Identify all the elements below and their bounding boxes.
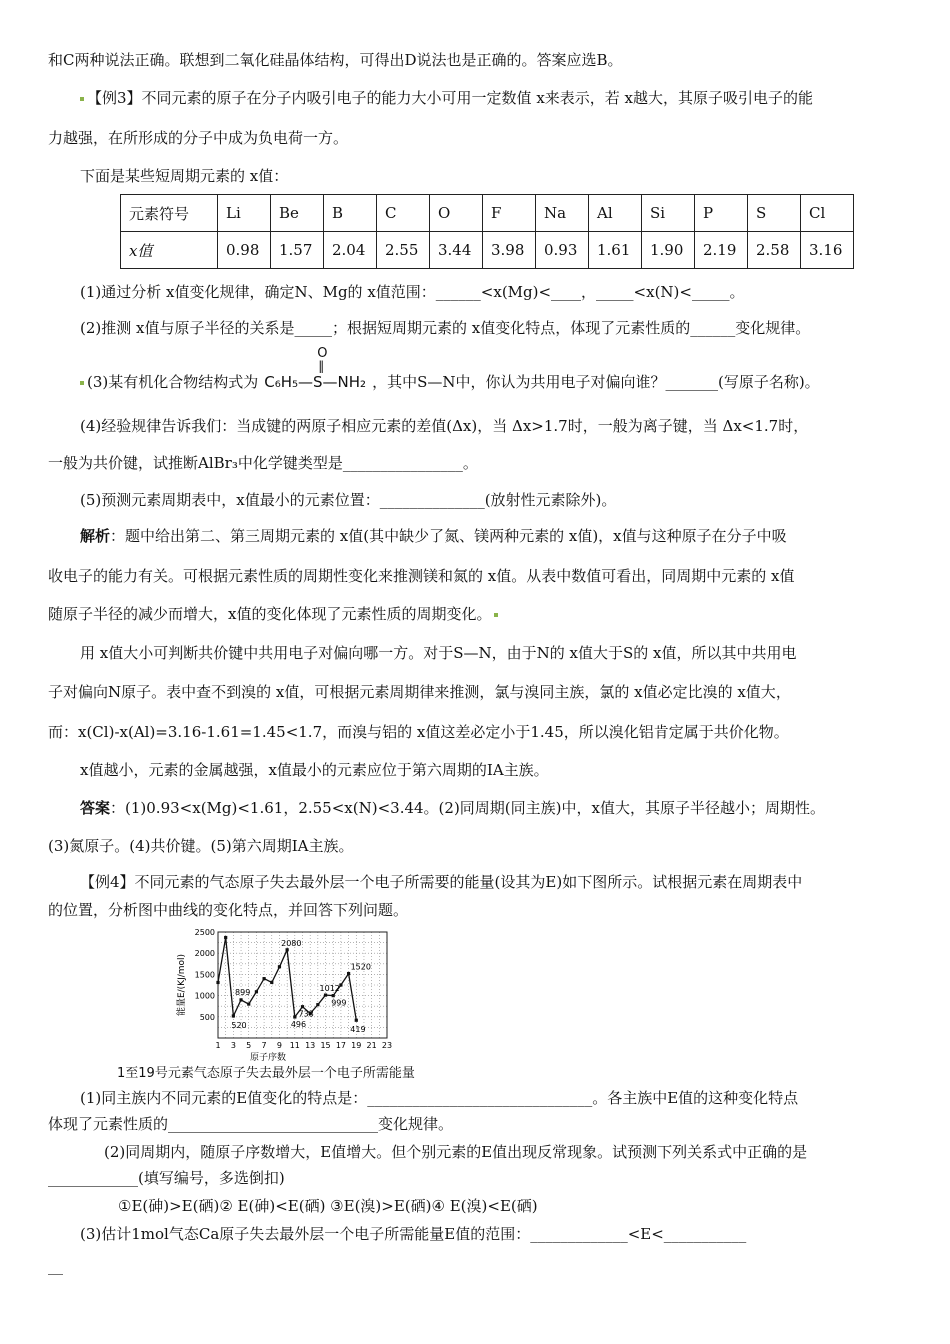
x-value-cell: 1.57 [271,232,324,269]
element-symbol-cell: P [695,195,748,232]
x-tick-label: 13 [305,1041,316,1050]
text-span: ：题中给出第二、第三周期元素的 x值(其中缺少了氮、镁两种元素的 x值)，x值与这种原子在分子中吸 [110,527,787,545]
text-span: ：(1)0.93<x(Mg)<1.61，2.55<x(N)<3.44。(2)同周期(同主族)中，x值大，其原子半径越小；周期性。 [110,799,825,817]
element-symbol-cell: Al [589,195,642,232]
data-point [216,981,219,984]
x-value-cell: 3.16 [801,232,854,269]
x-value-cell: 2.04 [324,232,377,269]
text-line: 用 x值大小可判断共价键中共用电子对偏向哪一方。对于S—N，由于N的 x值大于S的 x值，所以其中共用电 [80,644,797,662]
data-point [247,1002,250,1005]
data-label: 520 [231,1020,247,1030]
data-label: 738 [298,1009,314,1019]
bullet-dot [494,613,498,617]
text-line: 力越强，在所形成的分子中成为负电荷一方。 [48,129,349,147]
x-tick-label: 5 [246,1041,252,1050]
options-line: ①E(砷)>E(硒)② E(砷)<E(硒) ③E(溴)>E(硒)④ E(溴)<E(硒) [118,1197,538,1215]
data-point [301,1005,304,1008]
x-value-cell: 3.44 [430,232,483,269]
question-2: (2)推测 x值与原子半径的关系是_____；根据短周期元素的 x值变化特点，体现了元素性质的______变化规律。 [80,319,811,337]
sub-question-1: (1)同主族内不同元素的E值变化的特点是：______________________________。各主族中E值的这种变化特点 [80,1089,799,1107]
question-5: (5)预测元素周期表中，x值最小的元素位置：______________(放射性元素除外)。 [80,491,617,509]
data-label: 419 [350,1025,366,1035]
example4-heading: 【例4】不同元素的气态原子失去最外层一个电子所需要的能量(设其为E)如下图所示。试根据元素在周期表中 [80,873,803,891]
formula-double-bond: ‖ [318,359,325,373]
y-tick-label: 2500 [194,928,215,937]
text-line: (3)氮原子。(4)共价键。(5)第六周期IA主族。 [48,837,354,855]
element-symbol-cell: S [748,195,801,232]
text-line: 体现了元素性质的____________________________变化规律。 [48,1115,454,1133]
question-4: (4)经验规律告诉我们：当成键的两原子相应元素的差值(Δx)，当 Δx>1.7时，一般为离子键，当 Δx<1.7时， [80,417,809,435]
element-symbol-cell: Na [536,195,589,232]
text-line: 而：x(Cl)-x(Al)=3.16-1.61=1.45<1.7，而溴与铝的 x值这差必定小于1.45，所以溴化铝肯定属于共价化物。 [48,723,789,741]
x-value-cell: 2.58 [748,232,801,269]
text-line: 一般为共价键，试推断AlBr₃中化学键类型是________________。 [48,454,478,472]
element-symbol-cell: C [377,195,430,232]
answer-label: 答案 [80,799,111,817]
answer-line [80,798,825,818]
x-value-table [120,194,854,269]
data-point [355,1019,358,1022]
y-axis-label: 能量E/(KJ/mol) [177,953,187,1017]
x-value-cell: 1.61 [589,232,642,269]
text-line: 子对偏向N原子。表中查不到溴的 x值，可根据元素周期律来推测，氯与溴同主族，氯的 x值必定比溴的 x值大， [48,683,791,701]
text-line: __ [48,1257,63,1275]
bullet-dot [80,381,84,385]
table-row [121,195,854,232]
text-span: (3)某有机化合物结构式为 [87,373,259,391]
x-tick-label: 7 [261,1041,267,1050]
text-span: ，其中S—N中，你认为共用电子对偏向谁？_______(写原子名称)。 [372,373,820,391]
y-tick-label: 2000 [194,949,215,959]
text-line: 收电子的能力有关。可根据元素性质的周期性变化来推测镁和氮的 x值。从表中数值可看出，同周期中元素的 x值 [48,567,795,585]
data-label: 1520 [350,962,371,972]
sub-question-2: (2)同周期内，随原子序数增大，E值增大。但个别元素的E值出现反常现象。试预测下列关系式中正确的是 [104,1143,808,1161]
data-point [239,998,242,1001]
data-point [347,972,350,975]
text-line: x值越小，元素的金属越强，x值最小的元素应位于第六周期的IA主族。 [80,761,549,779]
element-symbol-cell: Si [642,195,695,232]
analysis-line [80,526,787,546]
y-tick-label: 500 [199,1012,215,1022]
x-value-cell: 2.19 [695,232,748,269]
x-axis-label: 原子序数 [249,1053,287,1061]
element-symbol-cell: Li [218,195,271,232]
text-line [48,604,501,624]
data-label: 999 [331,998,347,1008]
question-1: (1)通过分析 x值变化规律，确定N、Mg的 x值范围：______<x(Mg)<____，_____<x(N)<_____。 [80,283,745,301]
text-span: 【例3】不同元素的原子在分子内吸引电子的能力大小可用一定数值 x来表示，若 x越大，其原子吸引电子的能 [87,89,814,107]
data-label: 899 [235,987,251,997]
data-point [255,990,258,993]
x-value-cell: 0.98 [218,232,271,269]
element-symbol-cell: O [430,195,483,232]
element-symbol-cell: Be [271,195,324,232]
data-point [262,977,265,980]
sub-question-3: (3)估计1mol气态Ca原子失去最外层一个电子所需能量E值的范围：_____________<E<___________ [80,1225,747,1243]
text-line: 下面是某些短周期元素的 x值： [80,167,289,185]
data-point [224,936,227,939]
data-point [286,948,289,951]
data-label: 496 [290,1019,307,1029]
text-line: ____________(填写编号，多选倒扣) [48,1169,285,1187]
y-tick-label: 1000 [194,991,215,1001]
formula-main: C₆H₅—S—NH₂ [264,373,367,391]
example3-heading [80,88,813,108]
data-label: 2080 [281,938,302,948]
x-tick-label: 15 [320,1041,331,1050]
chart-caption: 1至19号元素气态原子失去最外层一个电子所需能量 [117,1066,415,1081]
text-line: 的位置，分析图中曲线的变化特点，并回答下列问题。 [48,901,409,919]
data-point [232,1014,235,1017]
x-tick-label: 9 [276,1041,283,1050]
text-span: 随原子半径的减少而增大，x值的变化体现了元素性质的周期变化。 [48,605,492,623]
chart-svg [172,926,402,1061]
question-3 [80,346,820,392]
x-tick-label: 23 [381,1041,393,1050]
x-value-cell: 1.90 [642,232,695,269]
x-tick-label: 17 [335,1041,347,1050]
x-value-cell: 0.93 [536,232,589,269]
data-point [293,1015,296,1018]
x-tick-label: 21 [366,1041,377,1050]
data-point [270,981,273,984]
element-symbol-cell: Cl [801,195,854,232]
element-symbol-cell: B [324,195,377,232]
x-tick-label: 1 [215,1041,221,1050]
table-row [121,232,854,269]
x-value-cell: 2.55 [377,232,430,269]
table-header-cell: x值 [121,232,218,269]
analysis-label: 解析 [80,527,111,545]
element-symbol-cell: F [483,195,536,232]
x-tick-label: 3 [230,1041,236,1050]
x-value-cell: 3.98 [483,232,536,269]
structural-formula [264,346,367,392]
data-point [278,965,281,968]
bullet-dot [80,97,84,101]
text-line: 和C两种说法正确。联想到二氧化硅晶体结构，可得出D说法也是正确的。答案应选B。 [48,51,623,69]
x-tick-label: 11 [289,1041,300,1050]
y-tick-label: 1500 [194,970,215,980]
ionization-energy-chart [172,926,402,1061]
data-point [324,993,327,996]
data-label: 1012 [319,984,340,994]
x-tick-label: 19 [351,1041,362,1050]
data-point [316,1003,319,1006]
table-header-cell: 元素符号 [121,195,218,232]
formula-oxygen: O [317,346,328,361]
data-point [332,994,335,997]
